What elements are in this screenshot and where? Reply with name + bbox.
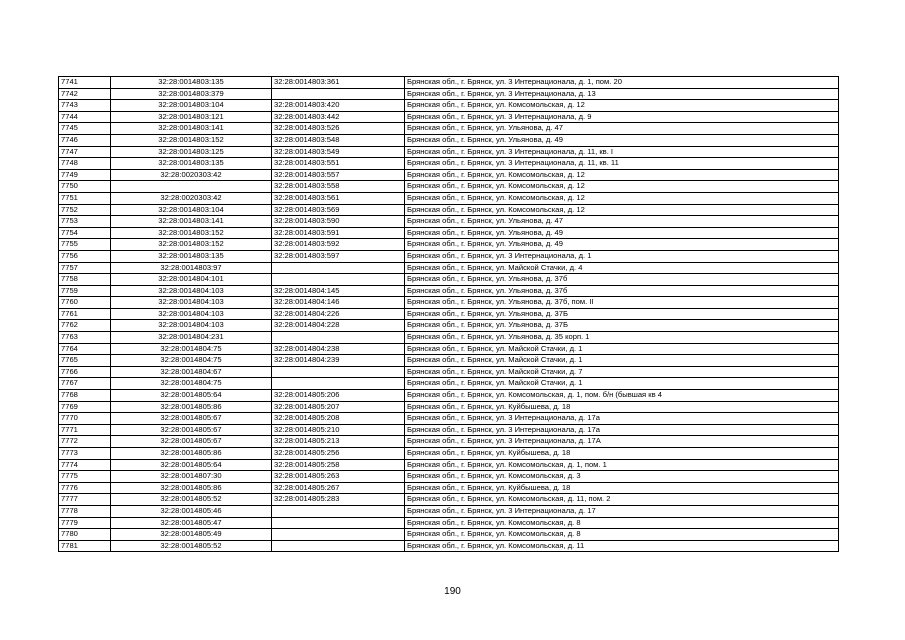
row-number-cell: 7777 — [59, 494, 111, 506]
cadastral-number-cell: 32:28:0014804:75 — [111, 343, 272, 355]
cadastral-number-cell: 32:28:0014803:104 — [111, 100, 272, 112]
secondary-cadastral-number-cell: 32:28:0014803:361 — [272, 77, 405, 89]
registry-table-body — [59, 77, 839, 552]
cadastral-number-cell: 32:28:0014807:30 — [111, 471, 272, 483]
address-cell: Брянская обл., г. Брянск, ул. Комсомольская, д. 1, пом. 1 — [405, 459, 839, 471]
cadastral-number-cell: 32:28:0014805:52 — [111, 540, 272, 552]
cadastral-number-cell: 32:28:0014805:67 — [111, 413, 272, 425]
table-row — [59, 308, 839, 320]
address-cell: Брянская обл., г. Брянск, ул. Ульянова, д. 47 — [405, 123, 839, 135]
row-number-cell: 7775 — [59, 471, 111, 483]
row-number-cell: 7773 — [59, 448, 111, 460]
address-cell: Брянская обл., г. Брянск, ул. Ульянова, д. 37б, пом. II — [405, 297, 839, 309]
address-cell: Брянская обл., г. Брянск, ул. 3 Интернационала, д. 17 — [405, 505, 839, 517]
cadastral-number-cell: 32:28:0014803:135 — [111, 250, 272, 262]
row-number-cell: 7753 — [59, 216, 111, 228]
table-row — [59, 413, 839, 425]
secondary-cadastral-number-cell: 32:28:0014805:207 — [272, 401, 405, 413]
cadastral-number-cell: 32:28:0014804:103 — [111, 308, 272, 320]
table-row — [59, 540, 839, 552]
table-row — [59, 88, 839, 100]
address-cell: Брянская обл., г. Брянск, ул. Ульянова, д. 35 корп. 1 — [405, 332, 839, 344]
table-row — [59, 390, 839, 402]
row-number-cell: 7761 — [59, 308, 111, 320]
table-row — [59, 529, 839, 541]
secondary-cadastral-number-cell: 32:28:0014804:238 — [272, 343, 405, 355]
secondary-cadastral-number-cell — [272, 274, 405, 286]
table-row — [59, 123, 839, 135]
address-cell: Брянская обл., г. Брянск, ул. Куйбышева, д. 18 — [405, 482, 839, 494]
secondary-cadastral-number-cell: 32:28:0014804:226 — [272, 308, 405, 320]
page-number: 190 — [444, 586, 461, 597]
secondary-cadastral-number-cell: 32:28:0014805:256 — [272, 448, 405, 460]
address-cell: Брянская обл., г. Брянск, ул. Майской Стачки, д. 7 — [405, 366, 839, 378]
table-row — [59, 181, 839, 193]
address-cell: Брянская обл., г. Брянск, ул. 3 Интернационала, д. 17А — [405, 436, 839, 448]
secondary-cadastral-number-cell: 32:28:0014803:551 — [272, 158, 405, 170]
address-cell: Брянская обл., г. Брянск, ул. Майской Стачки, д. 1 — [405, 343, 839, 355]
address-cell: Брянская обл., г. Брянск, ул. Майской Стачки, д. 4 — [405, 262, 839, 274]
row-number-cell: 7757 — [59, 262, 111, 274]
secondary-cadastral-number-cell — [272, 517, 405, 529]
row-number-cell: 7778 — [59, 505, 111, 517]
cadastral-number-cell: 32:28:0014805:67 — [111, 436, 272, 448]
cadastral-number-cell: 32:28:0014805:86 — [111, 401, 272, 413]
address-cell: Брянская обл., г. Брянск, ул. Комсомольская, д. 11 — [405, 540, 839, 552]
cadastral-number-cell: 32:28:0014803:152 — [111, 239, 272, 251]
secondary-cadastral-number-cell: 32:28:0014804:146 — [272, 297, 405, 309]
row-number-cell: 7776 — [59, 482, 111, 494]
secondary-cadastral-number-cell: 32:28:0014803:569 — [272, 204, 405, 216]
row-number-cell: 7754 — [59, 227, 111, 239]
row-number-cell: 7750 — [59, 181, 111, 193]
secondary-cadastral-number-cell: 32:28:0014803:592 — [272, 239, 405, 251]
address-cell: Брянская обл., г. Брянск, ул. Комсомольская, д. 12 — [405, 169, 839, 181]
row-number-cell: 7763 — [59, 332, 111, 344]
row-number-cell: 7747 — [59, 146, 111, 158]
secondary-cadastral-number-cell: 32:28:0014805:213 — [272, 436, 405, 448]
row-number-cell: 7771 — [59, 424, 111, 436]
row-number-cell: 7746 — [59, 134, 111, 146]
secondary-cadastral-number-cell: 32:28:0014803:558 — [272, 181, 405, 193]
row-number-cell: 7767 — [59, 378, 111, 390]
cadastral-number-cell — [111, 181, 272, 193]
cadastral-number-cell: 32:28:0014803:97 — [111, 262, 272, 274]
secondary-cadastral-number-cell: 32:28:0014803:548 — [272, 134, 405, 146]
row-number-cell: 7760 — [59, 297, 111, 309]
table-row — [59, 436, 839, 448]
cadastral-number-cell: 32:28:0014803:135 — [111, 77, 272, 89]
secondary-cadastral-number-cell — [272, 262, 405, 274]
address-cell: Брянская обл., г. Брянск, ул. Ульянова, д. 37б — [405, 285, 839, 297]
table-row — [59, 285, 839, 297]
secondary-cadastral-number-cell: 32:28:0014804:145 — [272, 285, 405, 297]
table-row — [59, 366, 839, 378]
cadastral-number-cell: 32:28:0014805:52 — [111, 494, 272, 506]
table-row — [59, 262, 839, 274]
cadastral-number-cell: 32:28:0014803:141 — [111, 123, 272, 135]
row-number-cell: 7755 — [59, 239, 111, 251]
table-row — [59, 146, 839, 158]
table-row — [59, 505, 839, 517]
address-cell: Брянская обл., г. Брянск, ул. Куйбышева, д. 18 — [405, 448, 839, 460]
row-number-cell: 7756 — [59, 250, 111, 262]
address-cell: Брянская обл., г. Брянск, ул. Комсомольская, д. 8 — [405, 529, 839, 541]
row-number-cell: 7745 — [59, 123, 111, 135]
secondary-cadastral-number-cell — [272, 378, 405, 390]
table-row — [59, 343, 839, 355]
row-number-cell: 7768 — [59, 390, 111, 402]
row-number-cell: 7759 — [59, 285, 111, 297]
secondary-cadastral-number-cell: 32:28:0014803:442 — [272, 111, 405, 123]
address-cell: Брянская обл., г. Брянск, ул. Комсомольская, д. 8 — [405, 517, 839, 529]
row-number-cell: 7752 — [59, 204, 111, 216]
table-row — [59, 111, 839, 123]
secondary-cadastral-number-cell — [272, 529, 405, 541]
address-cell: Брянская обл., г. Брянск, ул. 3 Интернационала, д. 11, кв. 11 — [405, 158, 839, 170]
row-number-cell: 7770 — [59, 413, 111, 425]
table-row — [59, 320, 839, 332]
address-cell: Брянская обл., г. Брянск, ул. 3 Интернационала, д. 13 — [405, 88, 839, 100]
table-row — [59, 459, 839, 471]
cadastral-number-cell: 32:28:0014805:86 — [111, 482, 272, 494]
row-number-cell: 7762 — [59, 320, 111, 332]
cadastral-number-cell: 32:28:0014803:121 — [111, 111, 272, 123]
address-cell: Брянская обл., г. Брянск, ул. Комсомольская, д. 12 — [405, 192, 839, 204]
cadastral-number-cell: 32:28:0014804:103 — [111, 297, 272, 309]
secondary-cadastral-number-cell: 32:28:0014803:590 — [272, 216, 405, 228]
table-row — [59, 297, 839, 309]
address-cell: Брянская обл., г. Брянск, ул. 3 Интернационала, д. 17а — [405, 424, 839, 436]
secondary-cadastral-number-cell: 32:28:0014803:591 — [272, 227, 405, 239]
address-cell: Брянская обл., г. Брянск, ул. 3 Интернационала, д. 1, пом. 20 — [405, 77, 839, 89]
address-cell: Брянская обл., г. Брянск, ул. Комсомольская, д. 12 — [405, 181, 839, 193]
secondary-cadastral-number-cell: 32:28:0014804:239 — [272, 355, 405, 367]
row-number-cell: 7748 — [59, 158, 111, 170]
cadastral-number-cell: 32:28:0014805:67 — [111, 424, 272, 436]
row-number-cell: 7742 — [59, 88, 111, 100]
cadastral-number-cell: 32:28:0014804:103 — [111, 320, 272, 332]
row-number-cell: 7779 — [59, 517, 111, 529]
address-cell: Брянская обл., г. Брянск, ул. Комсомольская, д. 11, пом. 2 — [405, 494, 839, 506]
table-row — [59, 355, 839, 367]
row-number-cell: 7743 — [59, 100, 111, 112]
cadastral-number-cell: 32:28:0014804:101 — [111, 274, 272, 286]
row-number-cell: 7766 — [59, 366, 111, 378]
table-row — [59, 77, 839, 89]
cadastral-number-cell: 32:28:0014805:86 — [111, 448, 272, 460]
secondary-cadastral-number-cell: 32:28:0014803:597 — [272, 250, 405, 262]
cadastral-number-cell: 32:28:0014805:64 — [111, 459, 272, 471]
cadastral-number-cell: 32:28:0014804:103 — [111, 285, 272, 297]
address-cell: Брянская обл., г. Брянск, ул. Комсомольская, д. 12 — [405, 100, 839, 112]
cadastral-number-cell: 32:28:0014803:135 — [111, 158, 272, 170]
address-cell: Брянская обл., г. Брянск, ул. Ульянова, д. 47 — [405, 216, 839, 228]
cadastral-number-cell: 32:28:0014804:75 — [111, 355, 272, 367]
table-row — [59, 100, 839, 112]
cadastral-number-cell: 32:28:0020303:42 — [111, 169, 272, 181]
cadastral-number-cell: 32:28:0014804:231 — [111, 332, 272, 344]
secondary-cadastral-number-cell: 32:28:0014804:228 — [272, 320, 405, 332]
secondary-cadastral-number-cell: 32:28:0014803:549 — [272, 146, 405, 158]
table-row — [59, 204, 839, 216]
table-row — [59, 494, 839, 506]
table-row — [59, 250, 839, 262]
table-row — [59, 401, 839, 413]
cadastral-number-cell: 32:28:0014803:125 — [111, 146, 272, 158]
secondary-cadastral-number-cell: 32:28:0014805:210 — [272, 424, 405, 436]
address-cell: Брянская обл., г. Брянск, ул. 3 Интернационала, д. 9 — [405, 111, 839, 123]
secondary-cadastral-number-cell — [272, 505, 405, 517]
secondary-cadastral-number-cell: 32:28:0014805:208 — [272, 413, 405, 425]
row-number-cell: 7772 — [59, 436, 111, 448]
cadastral-number-cell: 32:28:0014805:64 — [111, 390, 272, 402]
row-number-cell: 7764 — [59, 343, 111, 355]
secondary-cadastral-number-cell: 32:28:0014805:206 — [272, 390, 405, 402]
address-cell: Брянская обл., г. Брянск, ул. Комсомольская, д. 3 — [405, 471, 839, 483]
cadastral-number-cell: 32:28:0014804:75 — [111, 378, 272, 390]
address-cell: Брянская обл., г. Брянск, ул. Ульянова, д. 49 — [405, 134, 839, 146]
table-row — [59, 192, 839, 204]
table-row — [59, 134, 839, 146]
secondary-cadastral-number-cell: 32:28:0014803:561 — [272, 192, 405, 204]
address-cell: Брянская обл., г. Брянск, ул. Куйбышева, д. 18 — [405, 401, 839, 413]
row-number-cell: 7769 — [59, 401, 111, 413]
cadastral-number-cell: 32:28:0014805:46 — [111, 505, 272, 517]
table-row — [59, 158, 839, 170]
address-cell: Брянская обл., г. Брянск, ул. Ульянова, д. 37б — [405, 274, 839, 286]
row-number-cell: 7781 — [59, 540, 111, 552]
secondary-cadastral-number-cell: 32:28:0014805:267 — [272, 482, 405, 494]
address-cell: Брянская обл., г. Брянск, ул. 3 Интернационала, д. 11, кв. I — [405, 146, 839, 158]
row-number-cell: 7780 — [59, 529, 111, 541]
table-row — [59, 424, 839, 436]
secondary-cadastral-number-cell: 32:28:0014803:557 — [272, 169, 405, 181]
address-cell: Брянская обл., г. Брянск, ул. Майской Стачки, д. 1 — [405, 355, 839, 367]
table-row — [59, 471, 839, 483]
row-number-cell: 7741 — [59, 77, 111, 89]
cadastral-number-cell: 32:28:0014805:49 — [111, 529, 272, 541]
cadastral-number-cell: 32:28:0014803:152 — [111, 227, 272, 239]
secondary-cadastral-number-cell — [272, 366, 405, 378]
secondary-cadastral-number-cell — [272, 332, 405, 344]
address-cell: Брянская обл., г. Брянск, ул. Ульянова, д. 49 — [405, 227, 839, 239]
table-row — [59, 274, 839, 286]
table-row — [59, 448, 839, 460]
cadastral-number-cell: 32:28:0014803:104 — [111, 204, 272, 216]
cadastral-number-cell: 32:28:0020303:42 — [111, 192, 272, 204]
secondary-cadastral-number-cell: 32:28:0014803:420 — [272, 100, 405, 112]
table-row — [59, 239, 839, 251]
table-row — [59, 227, 839, 239]
address-cell: Брянская обл., г. Брянск, ул. 3 Интернационала, д. 17а — [405, 413, 839, 425]
address-cell: Брянская обл., г. Брянск, ул. Комсомольская, д. 12 — [405, 204, 839, 216]
table-row — [59, 169, 839, 181]
table-row — [59, 517, 839, 529]
secondary-cadastral-number-cell: 32:28:0014803:526 — [272, 123, 405, 135]
secondary-cadastral-number-cell — [272, 540, 405, 552]
address-cell: Брянская обл., г. Брянск, ул. Комсомольская, д. 1, пом. б/н (бывшая кв 4 — [405, 390, 839, 402]
table-row — [59, 332, 839, 344]
secondary-cadastral-number-cell: 32:28:0014805:258 — [272, 459, 405, 471]
secondary-cadastral-number-cell: 32:28:0014805:283 — [272, 494, 405, 506]
row-number-cell: 7749 — [59, 169, 111, 181]
cadastral-number-cell: 32:28:0014805:47 — [111, 517, 272, 529]
table-row — [59, 482, 839, 494]
table-row — [59, 378, 839, 390]
cadastral-number-cell: 32:28:0014803:152 — [111, 134, 272, 146]
secondary-cadastral-number-cell — [272, 88, 405, 100]
cadastral-number-cell: 32:28:0014803:379 — [111, 88, 272, 100]
cadastral-number-cell: 32:28:0014803:141 — [111, 216, 272, 228]
row-number-cell: 7774 — [59, 459, 111, 471]
address-cell: Брянская обл., г. Брянск, ул. Ульянова, д. 37Б — [405, 308, 839, 320]
cadastral-registry-table — [58, 76, 839, 552]
table-row — [59, 216, 839, 228]
cadastral-number-cell: 32:28:0014804:67 — [111, 366, 272, 378]
address-cell: Брянская обл., г. Брянск, ул. Ульянова, д. 49 — [405, 239, 839, 251]
address-cell: Брянская обл., г. Брянск, ул. Майской Стачки, д. 1 — [405, 378, 839, 390]
row-number-cell: 7758 — [59, 274, 111, 286]
address-cell: Брянская обл., г. Брянск, ул. 3 Интернационала, д. 1 — [405, 250, 839, 262]
address-cell: Брянская обл., г. Брянск, ул. Ульянова, д. 37Б — [405, 320, 839, 332]
row-number-cell: 7744 — [59, 111, 111, 123]
secondary-cadastral-number-cell: 32:28:0014805:263 — [272, 471, 405, 483]
row-number-cell: 7765 — [59, 355, 111, 367]
row-number-cell: 7751 — [59, 192, 111, 204]
